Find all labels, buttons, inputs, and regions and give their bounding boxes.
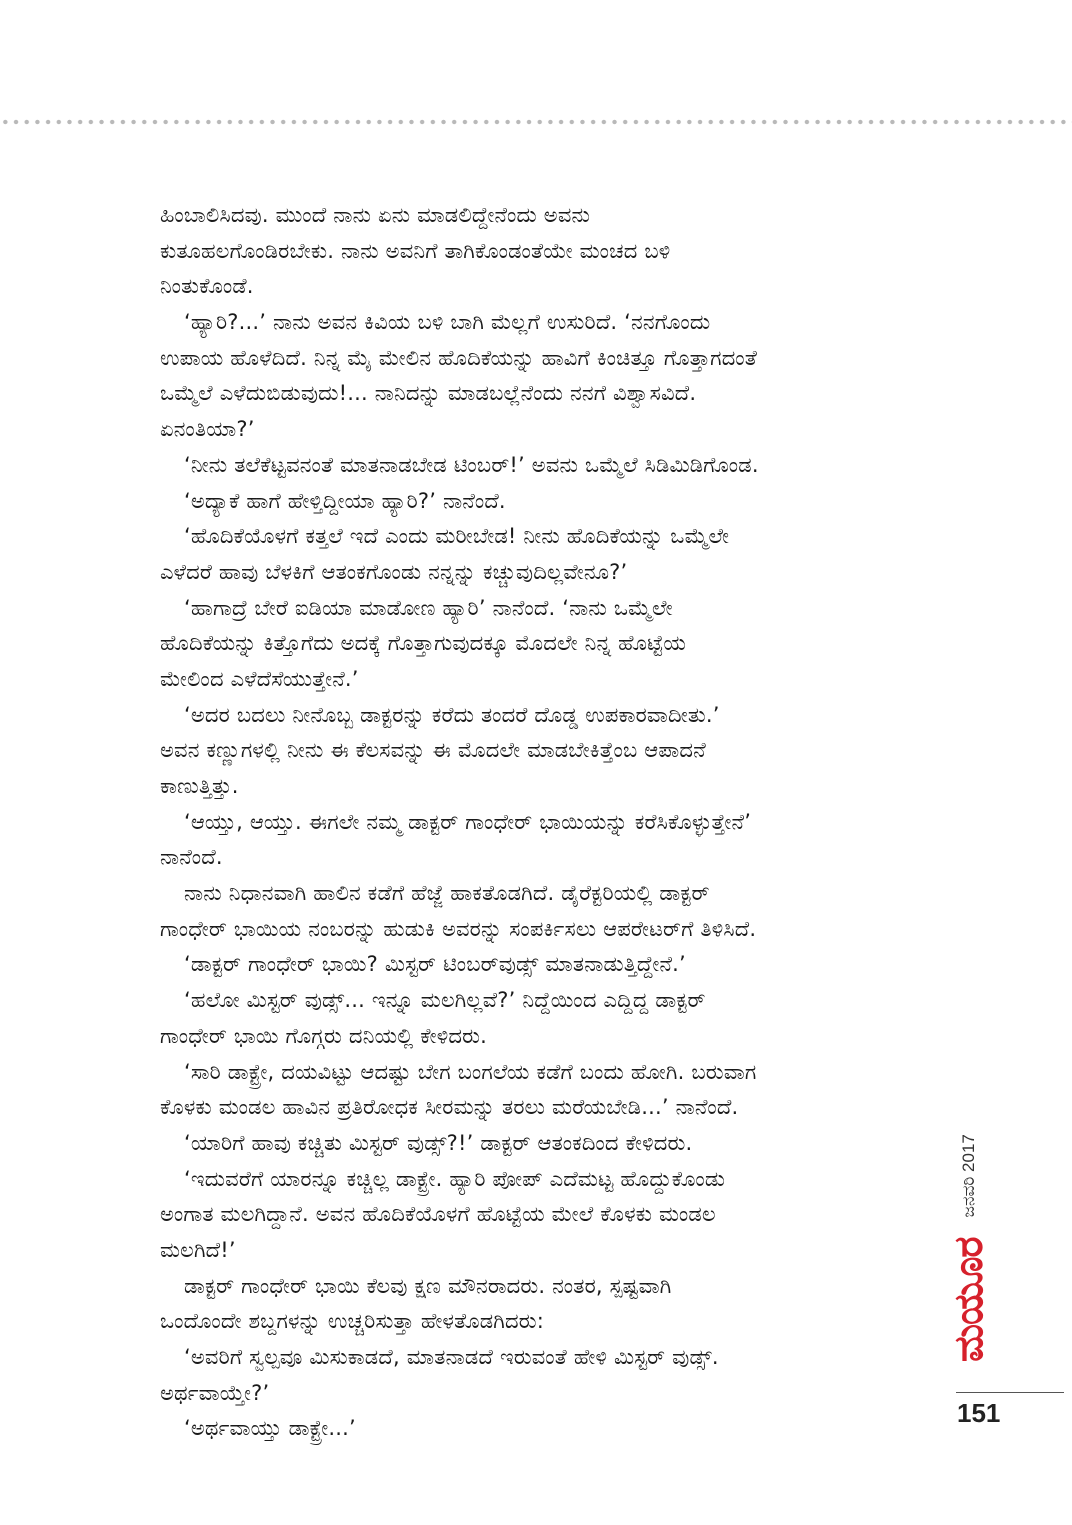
text-line: ಒಮ್ಮೆಲೆ ಎಳೆದುಬಿಡುವುದು!... ನಾನಿದನ್ನು ಮಾಡಬಲ್ಲೆನೆಂದು ನನಗೆ ವಿಶ್ವಾಸವಿದೆ. bbox=[160, 381, 697, 406]
text-line: ನಾನು ನಿಧಾನವಾಗಿ ಹಾಲಿನ ಕಡೆಗೆ ಹೆಜ್ಜೆ ಹಾಕತೊಡಗಿದೆ. ಡೈರೆಕ್ಟರಿಯಲ್ಲಿ ಡಾಕ್ಟರ್ bbox=[184, 881, 710, 906]
dotted-divider bbox=[0, 118, 1072, 126]
text-line: ಹೊದಿಕೆಯನ್ನು ಕಿತ್ತೊಗೆದು ಅದಕ್ಕೆ ಗೊತ್ತಾಗುವುದಕ್ಕೂ ಮೊದಲೇ ನಿನ್ನ ಹೊಟ್ಟೆಯ bbox=[160, 631, 687, 656]
text-line: ಗಾಂಧೇರ್ ಭಾಯಿ ಗೊಗ್ಗರು ದನಿಯಲ್ಲಿ ಕೇಳಿದರು. bbox=[160, 1023, 488, 1048]
text-line: ಏನಂತಿಯಾ?’ bbox=[160, 417, 255, 442]
text-line: ‘ಯಾರಿಗೆ ಹಾವು ಕಚ್ಚಿತು ಮಿಸ್ಟರ್ ವುಡ್ಸ್?!’ ಡಾಕ್ಟರ್ ಆತಂಕದಿಂದ ಕೇಳಿದರು. bbox=[184, 1130, 693, 1155]
text-line: ‘ಹ್ಯಾರಿ?...’ ನಾನು ಅವನ ಕಿವಿಯ ಬಳಿ ಬಾಗಿ ಮೆಲ್ಲಗೆ ಉಸುರಿದೆ. ‘ನನಗೊಂದು bbox=[184, 310, 711, 335]
text-line: ಅವನ ಕಣ್ಣುಗಳಲ್ಲಿ ನೀನು ಈ ಕೆಲಸವನ್ನು ಈ ಮೊದಲೇ ಮಾಡಬೇಕಿತ್ತೆಂಬ ಆಪಾದನೆ bbox=[160, 738, 706, 763]
text-line: ಉಪಾಯ ಹೊಳೆದಿದೆ. ನಿನ್ನ ಮೈ ಮೇಲಿನ ಹೊದಿಕೆಯನ್ನು ಹಾವಿಗೆ ಕಿಂಚಿತ್ತೂ ಗೊತ್ತಾಗದಂತೆ bbox=[160, 345, 757, 370]
text-line: ‘ಹಲೋ ಮಿಸ್ಟರ್ ವುಡ್ಸ್... ಇನ್ನೂ ಮಲಗಿಲ್ಲವೆ?’ ನಿದ್ದೆಯಿಂದ ಎದ್ದಿದ್ದ ಡಾಕ್ಟರ್ bbox=[184, 988, 706, 1013]
text-line: ನಿಂತುಕೊಂಡೆ. bbox=[160, 274, 254, 299]
text-line: ಹಿಂಬಾಲಿಸಿದವು. ಮುಂದೆ ನಾನು ಏನು ಮಾಡಲಿದ್ದೇನೆಂದು ಅವನು bbox=[160, 203, 591, 227]
text-line: ‘ಅರ್ಥವಾಯ್ತು ಡಾಕ್ಟ್ರೇ...’ bbox=[184, 1416, 356, 1441]
text-line: ‘ಡಾಕ್ಟರ್ ಗಾಂಧೇರ್ ಭಾಯಿ? ಮಿಸ್ಟರ್ ಟಿಂಬರ್‌ವುಡ್ಸ್ ಮಾತನಾಡುತ್ತಿದ್ದೇನೆ.’ bbox=[184, 952, 686, 977]
text-line: ಮಲಗಿದೆ!’ bbox=[160, 1237, 236, 1262]
text-line: ಕಾಣುತ್ತಿತ್ತು. bbox=[160, 774, 239, 798]
text-line: ‘ಅದ್ಯಾಕೆ ಹಾಗೆ ಹೇಳ್ತಿದ್ದೀಯಾ ಹ್ಯಾರಿ?’ ನಾನೆಂದೆ. bbox=[184, 488, 506, 513]
issue-date: ಜನವರಿ 2017 bbox=[959, 1134, 978, 1218]
text-line: ಅಂಗಾತ ಮಲಗಿದ್ದಾನೆ. ಅವನ ಹೊದಿಕೆಯೊಳಗೆ ಹೊಟ್ಟೆಯ ಮೇಲೆ ಕೊಳಕು ಮಂಡಲ bbox=[160, 1202, 716, 1227]
text-line: ‘ಅವರಿಗೆ ಸ್ವಲ್ಪವೂ ಮಿಸುಕಾಡದೆ, ಮಾತನಾಡದೆ ಇರುವಂತೆ ಹೇಳಿ ಮಿಸ್ಟರ್ ವುಡ್ಸ್. bbox=[184, 1345, 719, 1369]
text-line: ಒಂದೊಂದೇ ಶಬ್ದಗಳನ್ನು ಉಚ್ಚರಿಸುತ್ತಾ ಹೇಳತೊಡಗಿದರು: bbox=[160, 1309, 545, 1334]
page-number: 151 bbox=[957, 1398, 1001, 1428]
text-line: ಗಾಂಧೇರ್ ಭಾಯಿಯ ನಂಬರನ್ನು ಹುಡುಕಿ ಅವರನ್ನು ಸಂಪರ್ಕಿಸಲು ಆಪರೇಟರ್‌ಗೆ ತಿಳಿಸಿದೆ. bbox=[160, 916, 757, 941]
text-line: ಎಳೆದರೆ ಹಾವು ಬೆಳಕಿಗೆ ಆತಂಕಗೊಂಡು ನನ್ನನ್ನು ಕಚ್ಚುವುದಿಲ್ಲವೇನೂ?’ bbox=[160, 559, 628, 584]
text-line: ಕುತೂಹಲಗೊಂಡಿರಬೇಕು. ನಾನು ಅವನಿಗೆ ತಾಗಿಕೊಂಡಂತೆಯೇ ಮಂಚದ ಬಳಿ bbox=[160, 238, 671, 263]
magazine-logo: ಮಯೂರ bbox=[946, 1237, 992, 1362]
text-line: ‘ಆಯ್ತು, ಆಯ್ತು. ಈಗಲೇ ನಮ್ಮ ಡಾಕ್ಟರ್ ಗಾಂಧೇರ್ ಭಾಯಿಯನ್ನು ಕರೆಸಿಕೊಳ್ಳುತ್ತೇನೆ’ bbox=[184, 809, 752, 834]
text-line: ‘ನೀನು ತಲೆಕೆಟ್ಟವನಂತೆ ಮಾತನಾಡಬೇಡ ಟಿಂಬರ್!’ ಅವನು ಒಮ್ಮೆಲೆ ಸಿಡಿಮಿಡಿಗೊಂಡ. bbox=[184, 452, 759, 477]
footer-rule bbox=[956, 1392, 1064, 1393]
text-line: ಅರ್ಥವಾಯ್ತೇ?’ bbox=[160, 1380, 270, 1405]
article-body bbox=[160, 198, 920, 1447]
text-line: ಮೇಲಿಂದ ಎಳೆದೆಸೆಯುತ್ತೇನೆ.’ bbox=[160, 666, 359, 691]
text-line: ‘ಸಾರಿ ಡಾಕ್ಟ್ರೇ, ದಯವಿಟ್ಟು ಆದಷ್ಟು ಬೇಗ ಬಂಗಲೆಯ ಕಡೆಗೆ ಬಂದು ಹೋಗಿ. ಬರುವಾಗ bbox=[184, 1059, 757, 1084]
text-line: ‘ಹೊದಿಕೆಯೊಳಗೆ ಕತ್ತಲೆ ಇದೆ ಎಂದು ಮರೀಬೇಡ! ನೀನು ಹೊದಿಕೆಯನ್ನು ಒಮ್ಮೆಲೇ bbox=[184, 524, 730, 549]
text-line: ‘ಹಾಗಾದ್ರೆ ಬೇರೆ ಐಡಿಯಾ ಮಾಡೋಣ ಹ್ಯಾರಿ’ ನಾನೆಂದೆ. ‘ನಾನು ಒಮ್ಮೆಲೇ bbox=[184, 595, 673, 620]
text-line: ‘ಅದರ ಬದಲು ನೀನೊಬ್ಬ ಡಾಕ್ಟರನ್ನು ಕರೆದು ತಂದರೆ ದೊಡ್ಡ ಉಪಕಾರವಾದೀತು.’ bbox=[184, 702, 720, 727]
text-line: ಕೊಳಕು ಮಂಡಲ ಹಾವಿನ ಪ್ರತಿರೋಧಕ ಸೀರಮನ್ನು ತರಲು ಮರೆಯಬೇಡಿ...’ ನಾನೆಂದೆ. bbox=[160, 1095, 739, 1120]
text-line: ‘ಇದುವರೆಗೆ ಯಾರನ್ನೂ ಕಚ್ಚಿಲ್ಲ ಡಾಕ್ಟ್ರೇ. ಹ್ಯಾರಿ ಪೋಪ್ ಎದೆಮಟ್ಟ ಹೊದ್ದುಕೊಂಡು bbox=[184, 1166, 726, 1191]
text-line: ನಾನೆಂದೆ. bbox=[160, 845, 223, 870]
text-line: ಡಾಕ್ಟರ್ ಗಾಂಧೇರ್ ಭಾಯಿ ಕೆಲವು ಕ್ಷಣ ಮೌನರಾದರು. ನಂತರ, ಸ್ಪಷ್ಟವಾಗಿ bbox=[184, 1273, 672, 1298]
